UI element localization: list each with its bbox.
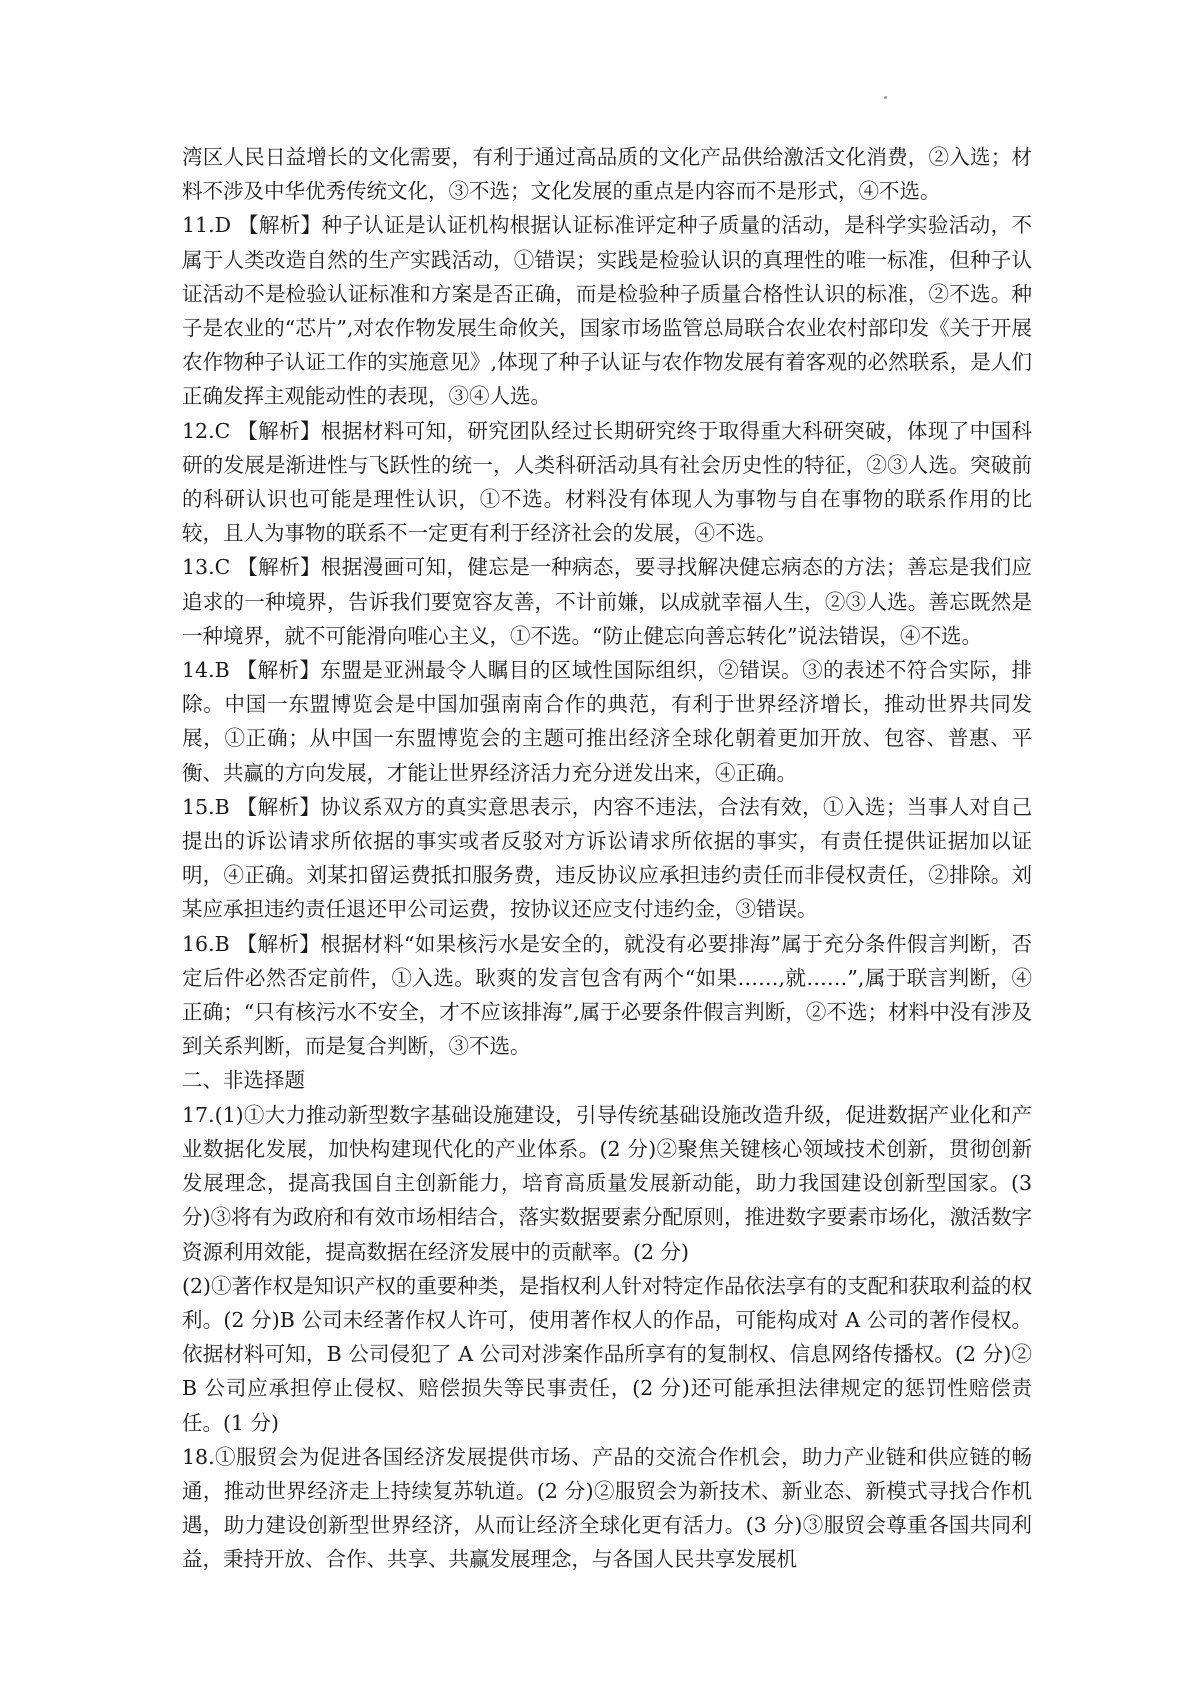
- paragraph-q17-part1: 17.(1)①大力推动新型数字基础设施建设，引导传统基础设施改造升级，促进数据产业化和产业数据化发展，加快构建现代化的产业体系。(2 分)②聚焦关键核心领域技术创新，贯彻创新发展理念，提高我国自主创新能力，培育高质量发展新动能，助力我国建设创新型国家。(3 分)③将有为政府和有效市场相结合，落实数据要素分配原则，推进数字要素市场化，激活数字资源利用效能，提高数据在经济发展中的贡献率。(2 分): [182, 1102, 1032, 1264]
- scan-speck: [884, 96, 887, 99]
- document-body: [182, 140, 1032, 1577]
- paragraph-q10-continued: 湾区人民日益增长的文化需要，有利于通过高品质的文化产品供给激活文化消费，②入选；材料不涉及中华优秀传统文化，③不选；文化发展的重点是内容而不是形式，④不选。: [182, 145, 1032, 204]
- paragraph-q13: 13.C 【解析】根据漫画可知，健忘是一种病态，要寻找解决健忘病态的方法；善忘是我们应追求的一种境界，告诉我们要宽容友善，不计前嫌，以成就幸福人生，②③人选。善忘既然是一种境界，就不可能滑向唯心主义，①不选。“防止健忘向善忘转化”说法错误，④不选。: [182, 555, 1032, 648]
- paragraph-q17-part2: (2)①著作权是知识产权的重要种类，是指权利人针对特定作品依法享有的支配和获取利益的权利。(2 分)B 公司未经著作权人许可，使用著作权人的作品，可能构成对 A 公司的著作侵权。依据材料可知，B 公司侵犯了 A 公司对涉案作品所享有的复制权、信息网络传播权。(2 分)②B 公司应承担停止侵权、赔偿损失等民事责任，(2 分)还可能承担法律规定的惩罚性赔偿责任。(1 分): [182, 1273, 1032, 1435]
- paragraph-q15: 15.B 【解析】协议系双方的真实意思表示，内容不违法，合法有效，①入选；当事人对自己提出的诉讼请求所依据的事实或者反驳对方诉讼请求所依据的事实，有责任提供证据加以证明，④正确。刘某扣留运费抵扣服务费，违反协议应承担违约责任而非侵权责任，②排除。刘某应承担违约责任退还甲公司运费，按协议还应支付违约金，③错误。: [182, 794, 1032, 922]
- paragraph-q14: 14.B 【解析】东盟是亚洲最令人瞩目的区域性国际组织，②错误。③的表述不符合实际，排除。中国一东盟博览会是中国加强南南合作的典范，有利于世界经济增长，推动世界共同发展，①正确；从中国一东盟博览会的主题可推出经济全球化朝着更加开放、包容、普惠、平衡、共赢的方向发展，才能让世界经济活力充分迸发出来，④正确。: [182, 658, 1032, 785]
- paragraph-q16: 16.B 【解析】根据材料“如果核污水是安全的，就没有必要排海”属于充分条件假言判断，否定后件必然否定前件，①入选。耿爽的发言包含有两个“如果……,就……”,属于联言判断，④正确；“只有核污水不安全，才不应该排海”,属于必要条件假言判断，②不选；材料中没有涉及到关系判断，而是复合判断，③不选。: [182, 931, 1032, 1059]
- paragraph-q18: 18.①服贸会为促进各国经济发展提供市场、产品的交流合作机会，助力产业链和供应链的畅通，推动世界经济走上持续复苏轨道。(2 分)②服贸会为新技术、新业态、新模式寻找合作机遇，助力建设创新型世界经济，从而让经济全球化更有活力。(3 分)③服贸会尊重各国共同利益，秉持开放、合作、共享、共赢发展理念，与各国人民共享发展机: [182, 1444, 1032, 1572]
- section-heading: 二、非选择题: [182, 1068, 305, 1093]
- paragraph-q12: 12.C 【解析】根据材料可知，研究团队经过长期研究终于取得重大科研突破，体现了中国科研的发展是渐进性与飞跃性的统一，人类科研活动具有社会历史性的特征，②③人选。突破前的科研认识也可能是理性认识，①不选。材料没有体现人为事物与自在事物的联系作用的比较，且人为事物的联系不一定更有利于经济社会的发展，④不选。: [182, 418, 1032, 546]
- paragraph-q11: 11.D 【解析】种子认证是认证机构根据认证标准评定种子质量的活动，是科学实验活动，不属于人类改造自然的生产实践活动，①错误；实践是检验认识的真理性的唯一标准，但种子认证活动不是检验认证标准和方案是否正确，而是检验种子质量合格性认识的标准，②不选。种子是农业的“芯片”,对农作物发展生命攸关，国家市场监管总局联合农业农村部印发《关于开展农作物种子认证工作的实施意见》,体现了种子认证与农作物发展有着客观的必然联系，是人们正确发挥主观能动性的表现，③④人选。: [182, 213, 1032, 409]
